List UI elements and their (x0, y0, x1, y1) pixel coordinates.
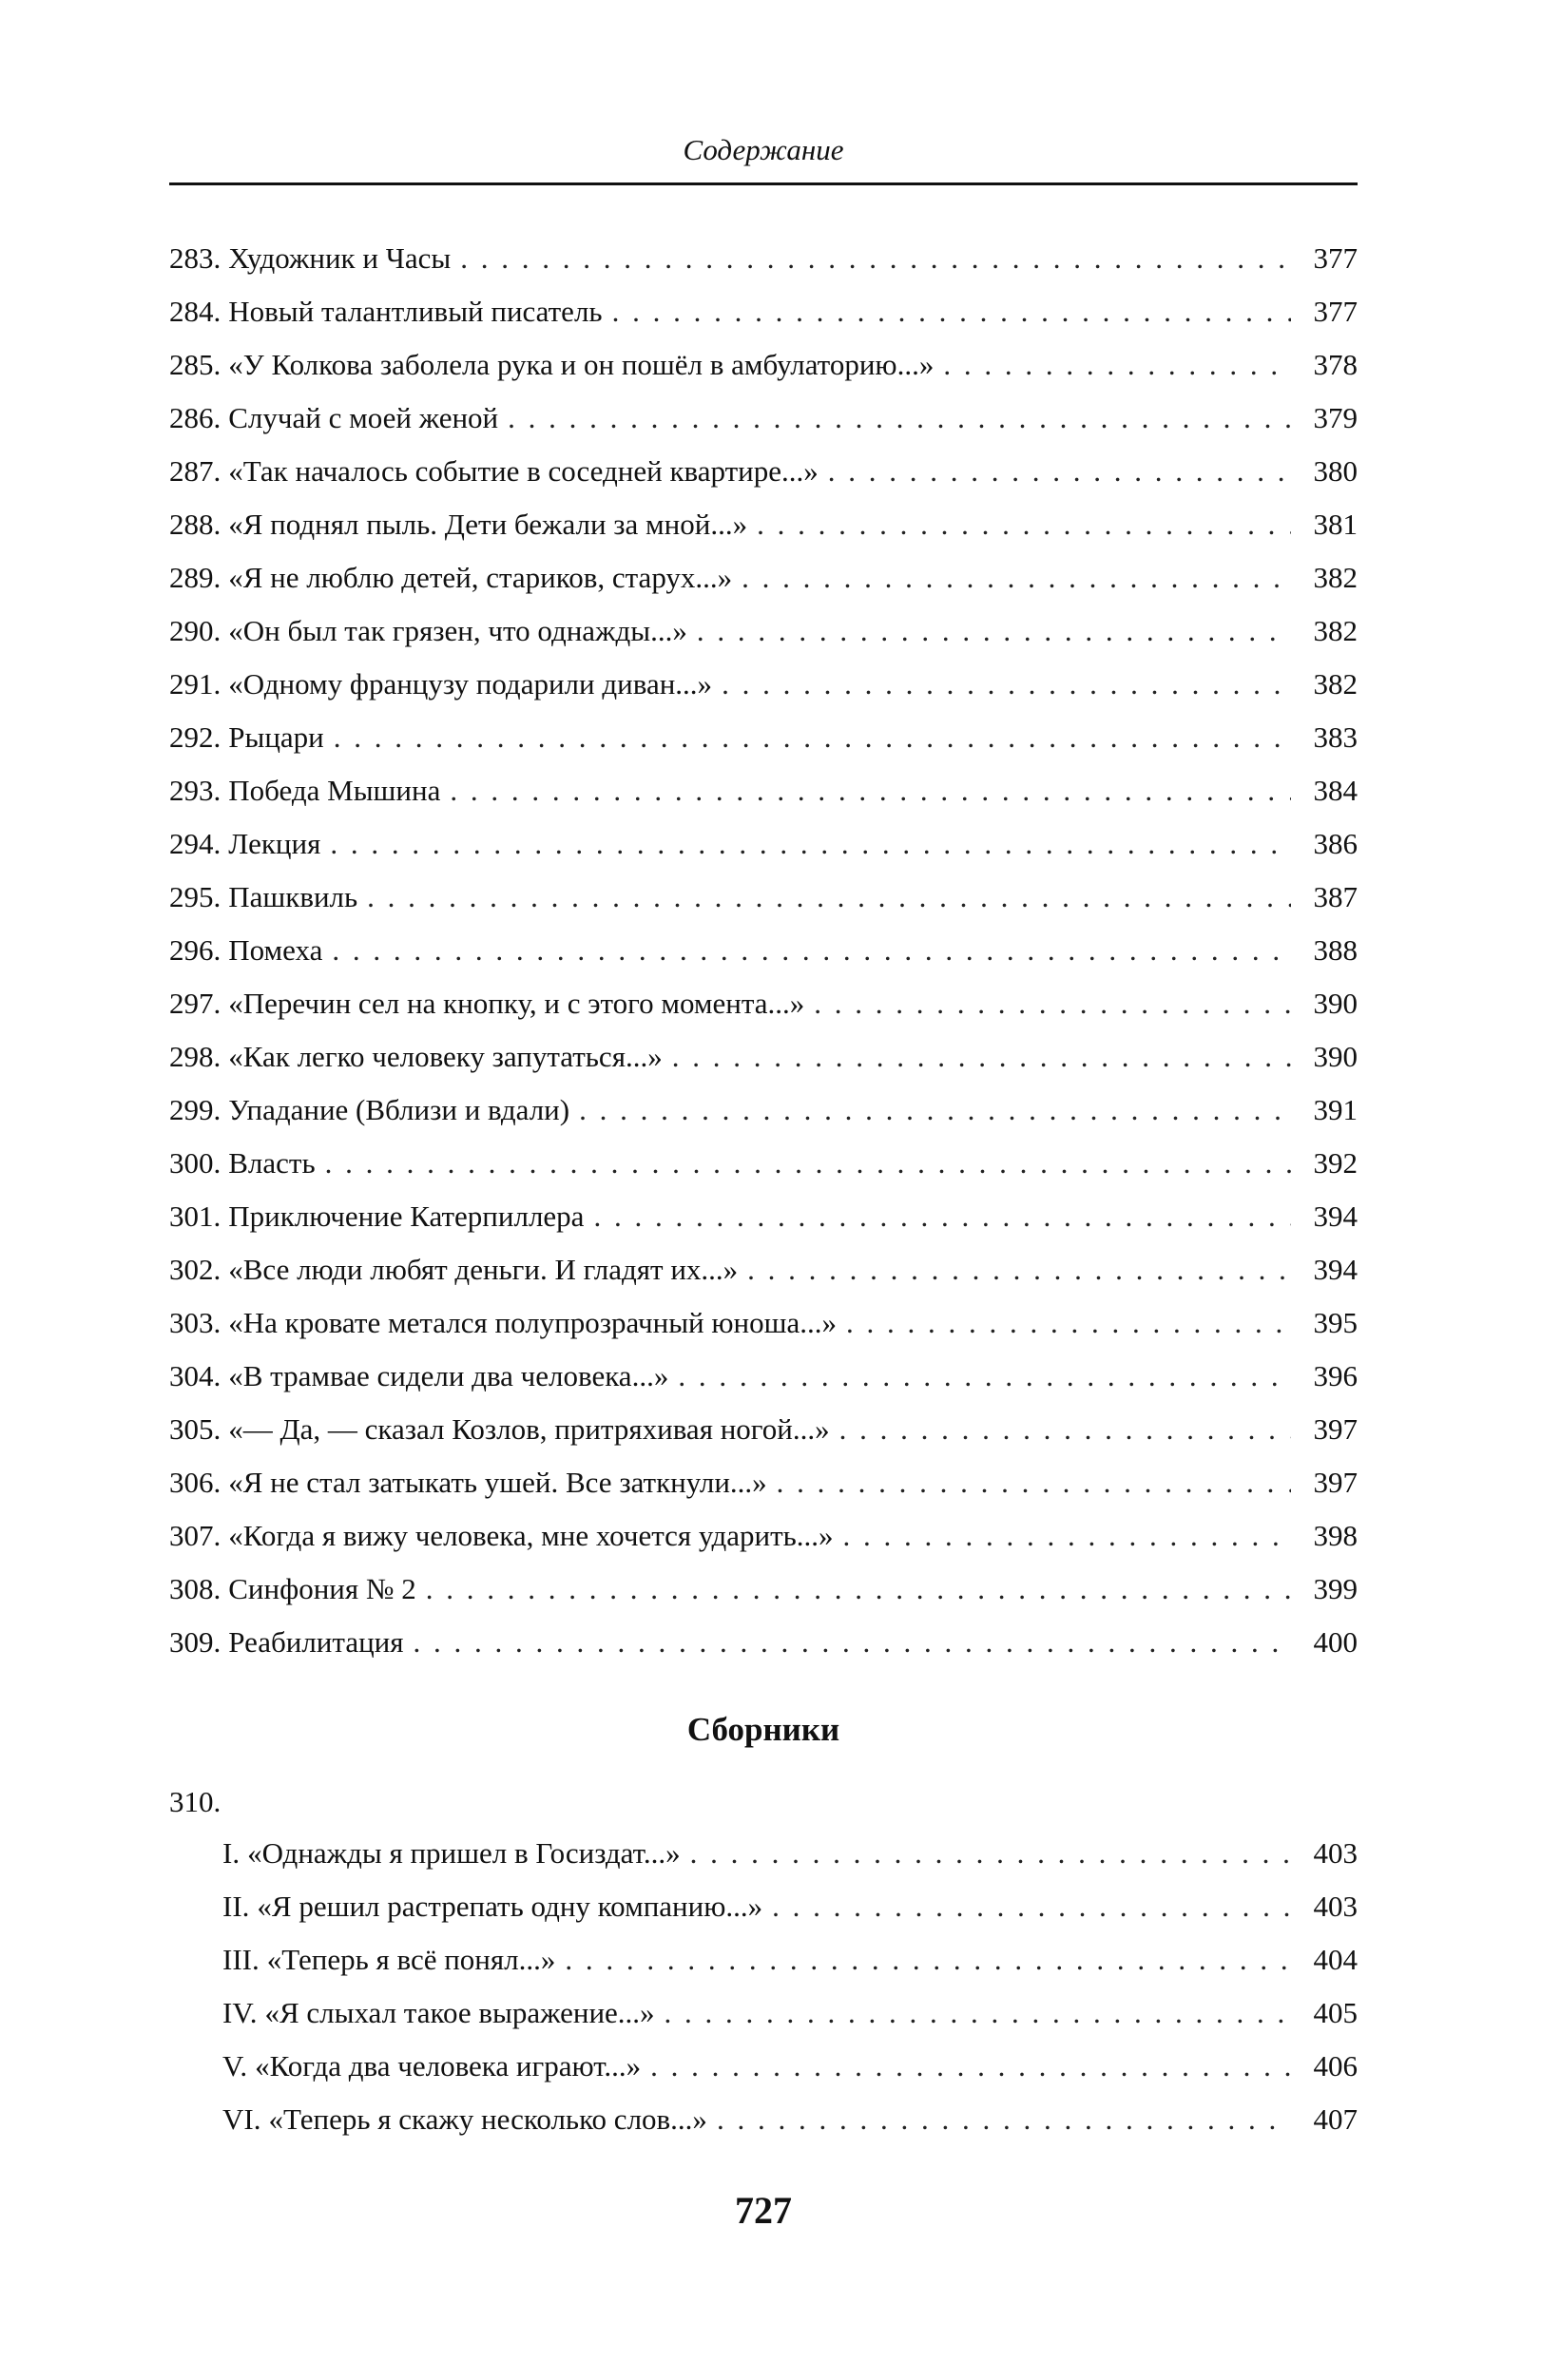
dot-leader (747, 1243, 1291, 1296)
dot-leader (672, 1030, 1291, 1084)
entry-title: «Я решил растрепать одну компанию...» (257, 1890, 763, 1923)
dot-leader (665, 1987, 1291, 2040)
entry-title: «Когда я вижу человека, мне хочется ударить...» (228, 1519, 834, 1552)
section-heading: Сборники (686, 1711, 840, 1748)
entry-page: 386 (1313, 827, 1358, 860)
entry-number: 286. (169, 401, 222, 434)
entry-page: 403 (1313, 1836, 1358, 1870)
entry-number: 291. (169, 667, 222, 701)
entry-page: 398 (1313, 1519, 1358, 1552)
toc-entry (169, 605, 1358, 658)
entry-number: 301. (169, 1200, 222, 1233)
toc-entry (169, 1296, 1358, 1350)
entry-number: 306. (169, 1466, 222, 1499)
toc-entry (169, 1350, 1358, 1403)
entry-number: 283. (169, 241, 222, 275)
entry-number: 297. (169, 987, 222, 1020)
entry-page: 391 (1313, 1093, 1358, 1126)
toc-entry (169, 924, 1358, 977)
entry-title: Лекция (228, 827, 321, 860)
entry-number: 296. (169, 933, 222, 967)
toc-entry (169, 1403, 1358, 1456)
dot-leader (772, 1880, 1291, 1933)
toc-entry (169, 551, 1358, 605)
entry-page: 397 (1313, 1466, 1358, 1499)
entry-number: 303. (169, 1306, 222, 1339)
entry-page: 394 (1313, 1200, 1358, 1233)
entry-number: 308. (169, 1572, 222, 1605)
toc-entry (169, 871, 1358, 924)
entry-number: VI. (222, 2102, 261, 2136)
entry-page: 382 (1313, 614, 1358, 647)
toc-entry (169, 1084, 1358, 1137)
entry-number: III. (222, 1943, 260, 1976)
dot-leader (843, 1509, 1291, 1563)
entry-number: 289. (169, 561, 222, 594)
subsection-entry (222, 1880, 1358, 1933)
entry-page: 404 (1313, 1943, 1358, 1976)
toc-entry (169, 338, 1358, 392)
entry-page: 383 (1313, 720, 1358, 754)
entry-number: V. (222, 2049, 248, 2082)
dot-leader (846, 1296, 1291, 1350)
entry-page: 392 (1313, 1146, 1358, 1180)
toc-entry (169, 1030, 1358, 1084)
entry-title: «Когда два человека играют...» (255, 2049, 642, 2082)
dot-leader (367, 871, 1291, 924)
entry-page: 381 (1313, 508, 1358, 541)
entry-title: «Теперь я всё понял...» (266, 1943, 556, 1976)
dot-leader (334, 711, 1291, 764)
entry-title: «Я слыхал такое выражение...» (264, 1996, 655, 2029)
entry-title: Победа Мышина (228, 774, 441, 807)
dot-leader (579, 1084, 1291, 1137)
entry-number: 299. (169, 1093, 222, 1126)
entry-page: 377 (1313, 241, 1358, 275)
entry-title: Новый талантливый писатель (228, 295, 603, 328)
subsection-entry (222, 1933, 1358, 1987)
entry-page: 380 (1313, 454, 1358, 488)
entry-number: 298. (169, 1040, 222, 1073)
dot-leader (757, 498, 1291, 551)
entry-page: 395 (1313, 1306, 1358, 1339)
toc-entry (169, 764, 1358, 817)
dot-leader (414, 1616, 1291, 1669)
entry-title: «В трамвае сидели два человека...» (228, 1359, 669, 1392)
entry-number: 309. (169, 1625, 222, 1659)
entry-number: 288. (169, 508, 222, 541)
entry-title: Синфония № 2 (228, 1572, 416, 1605)
toc-entry (169, 285, 1358, 338)
entry-number: 293. (169, 774, 222, 807)
entry-number: 285. (169, 348, 222, 381)
entry-number: 284. (169, 295, 222, 328)
group-number: 310. (169, 1785, 222, 1818)
toc-entry (169, 817, 1358, 871)
entry-page: 390 (1313, 987, 1358, 1020)
entry-title: «Я не люблю детей, стариков, старух...» (228, 561, 733, 594)
entry-title: «Он был так грязен, что однажды...» (228, 614, 687, 647)
entry-title: Случай с моей женой (228, 401, 499, 434)
entry-page: 407 (1313, 2102, 1358, 2136)
entry-number: 287. (169, 454, 222, 488)
dot-leader (777, 1456, 1291, 1509)
entry-title: Рыцари (228, 720, 324, 754)
entry-title: «Все люди любят деньги. И гладят их...» (228, 1253, 739, 1286)
entry-title: Пашквиль (228, 880, 358, 913)
dot-leader (678, 1350, 1291, 1403)
running-head: Содержание (683, 133, 844, 166)
entry-number: 292. (169, 720, 222, 754)
dot-leader (690, 1827, 1291, 1880)
entry-title: Приключение Катерпиллера (228, 1200, 585, 1233)
entry-number: 305. (169, 1412, 222, 1446)
entry-page: 377 (1313, 295, 1358, 328)
dot-leader (650, 2040, 1291, 2093)
dot-leader (943, 338, 1291, 392)
toc-entry (169, 711, 1358, 764)
entry-page: 384 (1313, 774, 1358, 807)
dot-leader (722, 658, 1291, 711)
entry-number: 300. (169, 1146, 222, 1180)
dot-leader (612, 285, 1291, 338)
entry-title: Помеха (228, 933, 323, 967)
dot-leader (330, 817, 1291, 871)
entry-title: Реабилитация (228, 1625, 404, 1659)
entry-title: Власть (228, 1146, 316, 1180)
toc-entry (169, 1616, 1358, 1669)
entry-page: 388 (1313, 933, 1358, 967)
entry-title: «— Да, — сказал Козлов, притряхивая ногой...» (228, 1412, 830, 1446)
dot-leader (814, 977, 1291, 1030)
dot-leader (565, 1933, 1291, 1987)
entry-number: 304. (169, 1359, 222, 1392)
entry-page: 406 (1313, 2049, 1358, 2082)
entry-page: 400 (1313, 1625, 1358, 1659)
toc-list (169, 232, 1358, 1669)
toc-entry (169, 1243, 1358, 1296)
dot-leader (426, 1563, 1291, 1616)
entry-number: IV. (222, 1996, 258, 2029)
entry-title: «Как легко человеку запутаться...» (228, 1040, 663, 1073)
entry-title: «Я не стал затыкать ушей. Все заткнули...» (228, 1466, 767, 1499)
subsection-entry (222, 1827, 1358, 1880)
subsection-entry (222, 1987, 1358, 2040)
toc-entry (169, 1190, 1358, 1243)
subsection-list (222, 1827, 1358, 2146)
entry-page: 379 (1313, 401, 1358, 434)
entry-title: Художник и Часы (228, 241, 452, 275)
entry-page: 397 (1313, 1412, 1358, 1446)
entry-title: «Однажды я пришел в Госиздат...» (247, 1836, 681, 1870)
toc-entry (169, 498, 1358, 551)
toc-entry (169, 658, 1358, 711)
entry-number: II. (222, 1890, 250, 1923)
entry-title: «Я поднял пыль. Дети бежали за мной...» (228, 508, 748, 541)
subsection-entry (222, 2040, 1358, 2093)
entry-page: 399 (1313, 1572, 1358, 1605)
toc-entry (169, 1456, 1358, 1509)
dot-leader (717, 2093, 1291, 2146)
toc-entry (169, 232, 1358, 285)
entry-page: 378 (1313, 348, 1358, 381)
dot-leader (332, 924, 1291, 977)
entry-page: 382 (1313, 667, 1358, 701)
dot-leader (828, 445, 1291, 498)
dot-leader (460, 232, 1291, 285)
entry-number: I. (222, 1836, 241, 1870)
toc-entry (169, 977, 1358, 1030)
entry-title: «На кровате метался полупрозрачный юноша...» (228, 1306, 838, 1339)
toc-entry (169, 1137, 1358, 1190)
entry-page: 394 (1313, 1253, 1358, 1286)
entry-number: 302. (169, 1253, 222, 1286)
entry-page: 390 (1313, 1040, 1358, 1073)
entry-page: 382 (1313, 561, 1358, 594)
dot-leader (593, 1190, 1291, 1243)
dot-leader (450, 764, 1291, 817)
header-rule (169, 182, 1358, 185)
entry-title: «У Колкова заболела рука и он пошёл в амбулаторию...» (228, 348, 935, 381)
page-number: 727 (735, 2189, 792, 2232)
subsection-entry (222, 2093, 1358, 2146)
entry-number: 295. (169, 880, 222, 913)
toc-entry (169, 1563, 1358, 1616)
dot-leader (742, 551, 1291, 605)
entry-number: 307. (169, 1519, 222, 1552)
entry-page: 387 (1313, 880, 1358, 913)
dot-leader (325, 1137, 1291, 1190)
toc-entry (169, 1509, 1358, 1563)
entry-number: 290. (169, 614, 222, 647)
toc-entry (169, 392, 1358, 445)
dot-leader (508, 392, 1291, 445)
entry-number: 294. (169, 827, 222, 860)
entry-title: «Перечин сел на кнопку, и с этого момента...» (228, 987, 805, 1020)
entry-page: 403 (1313, 1890, 1358, 1923)
dot-leader (697, 605, 1291, 658)
entry-page: 396 (1313, 1359, 1358, 1392)
entry-title: «Одному французу подарили диван...» (228, 667, 713, 701)
toc-entry (169, 445, 1358, 498)
entry-title: Упадание (Вблизи и вдали) (228, 1093, 570, 1126)
entry-title: «Так началось событие в соседней квартире...» (228, 454, 819, 488)
entry-title: «Теперь я скажу несколько слов...» (268, 2102, 707, 2136)
entry-page: 405 (1313, 1996, 1358, 2029)
dot-leader (839, 1403, 1291, 1456)
